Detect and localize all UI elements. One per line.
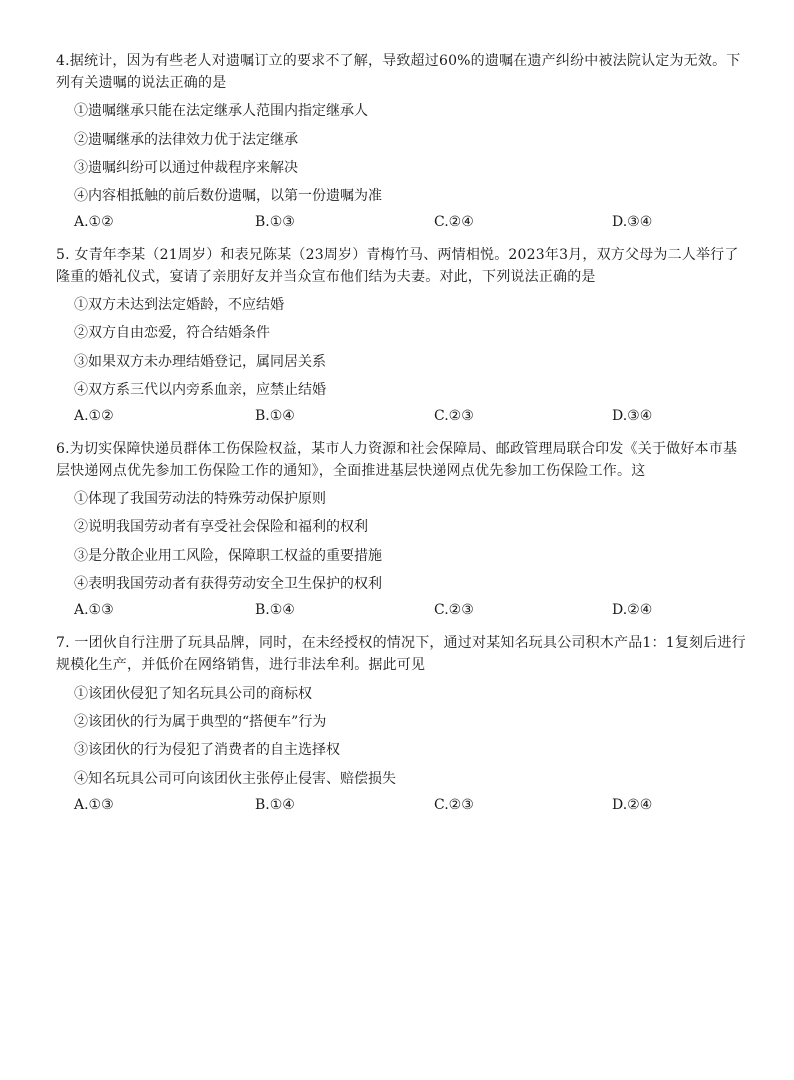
option-4: ④内容相抵触的前后数份遗嘱，以第一份遗嘱为准 [74,188,382,204]
option-4: ④双方系三代以内旁系血亲，应禁止结婚 [74,382,326,398]
answer-choices [56,408,746,430]
choice-d[interactable]: D.②④ [612,797,653,813]
choice-c[interactable]: C.②③ [434,602,474,618]
choice-d[interactable]: D.③④ [612,408,653,424]
option-1: ①该团伙侵犯了知名玩具公司的商标权 [74,686,312,702]
choice-a[interactable]: A.①③ [74,602,114,618]
option-1: ①遗嘱继承只能在法定继承人范围内指定继承人 [74,103,368,119]
choice-c[interactable]: C.②③ [434,797,474,813]
question-6 [56,438,746,618]
choice-a[interactable]: A.①③ [74,797,114,813]
choice-c[interactable]: C.②④ [434,214,474,230]
choice-b[interactable]: B.①④ [255,408,295,424]
answer-choices [56,602,746,624]
choice-a[interactable]: A.①② [74,408,114,424]
option-3: ③该团伙的行为侵犯了消费者的自主选择权 [74,742,340,758]
option-1: ①双方未达到法定婚龄，不应结婚 [74,297,284,313]
choice-b[interactable]: B.①④ [255,602,295,618]
question-5 [56,244,746,424]
choice-b[interactable]: B.①③ [255,214,295,230]
option-4: ④知名玩具公司可向该团伙主张停止侵害、赔偿损失 [74,771,396,787]
option-1: ①体现了我国劳动法的特殊劳动保护原则 [74,491,326,507]
option-2: ②说明我国劳动者有享受社会保险和福利的权利 [74,519,368,535]
question-7 [56,632,746,813]
option-3: ③遗嘱纠纷可以通过仲裁程序来解决 [74,160,298,176]
choice-d[interactable]: D.③④ [612,214,653,230]
answer-choices [56,214,746,236]
question-stem: 4.据统计，因为有些老人对遗嘱订立的要求不了解，导致超过60%的遗嘱在遗产纠纷中被法院认定为无效。下列有关遗嘱的说法正确的是 [56,53,741,91]
question-stem: 7. 一团伙自行注册了玩具品牌，同时，在未经授权的情况下，通过对某知名玩具公司积木产品1：1复刻后进行规模化生产，并低价在网络销售，进行非法牟利。据此可见 [56,635,746,673]
option-3: ③如果双方未办理结婚登记，属同居关系 [74,354,326,370]
option-2: ②双方自由恋爱，符合结婚条件 [74,325,270,341]
choice-c[interactable]: C.②③ [434,408,474,424]
option-3: ③是分散企业用工风险，保障职工权益的重要措施 [74,548,382,564]
answer-choices [56,797,746,819]
choice-d[interactable]: D.②④ [612,602,653,618]
choice-b[interactable]: B.①④ [255,797,295,813]
option-4: ④表明我国劳动者有获得劳动安全卫生保护的权利 [74,576,382,592]
question-4 [56,50,746,230]
option-2: ②该团伙的行为属于典型的“搭便车”行为 [74,714,327,730]
question-stem: 6.为切实保障快递员群体工伤保险权益，某市人力资源和社会保障局、邮政管理局联合印发《关于做好本市基层快递网点优先参加工伤保险工作的通知》，全面推进基层快递网点优先参加工伤保险工作。这 [56,441,738,479]
question-stem: 5. 女青年李某（21周岁）和表兄陈某（23周岁）青梅竹马、两情相悦。2023年3月，双方父母为二人举行了隆重的婚礼仪式，宴请了亲朋好友并当众宣布他们结为夫妻。对此，下列说法正确的是 [56,247,739,285]
option-2: ②遗嘱继承的法律效力优于法定继承 [74,132,298,148]
choice-a[interactable]: A.①② [74,214,114,230]
